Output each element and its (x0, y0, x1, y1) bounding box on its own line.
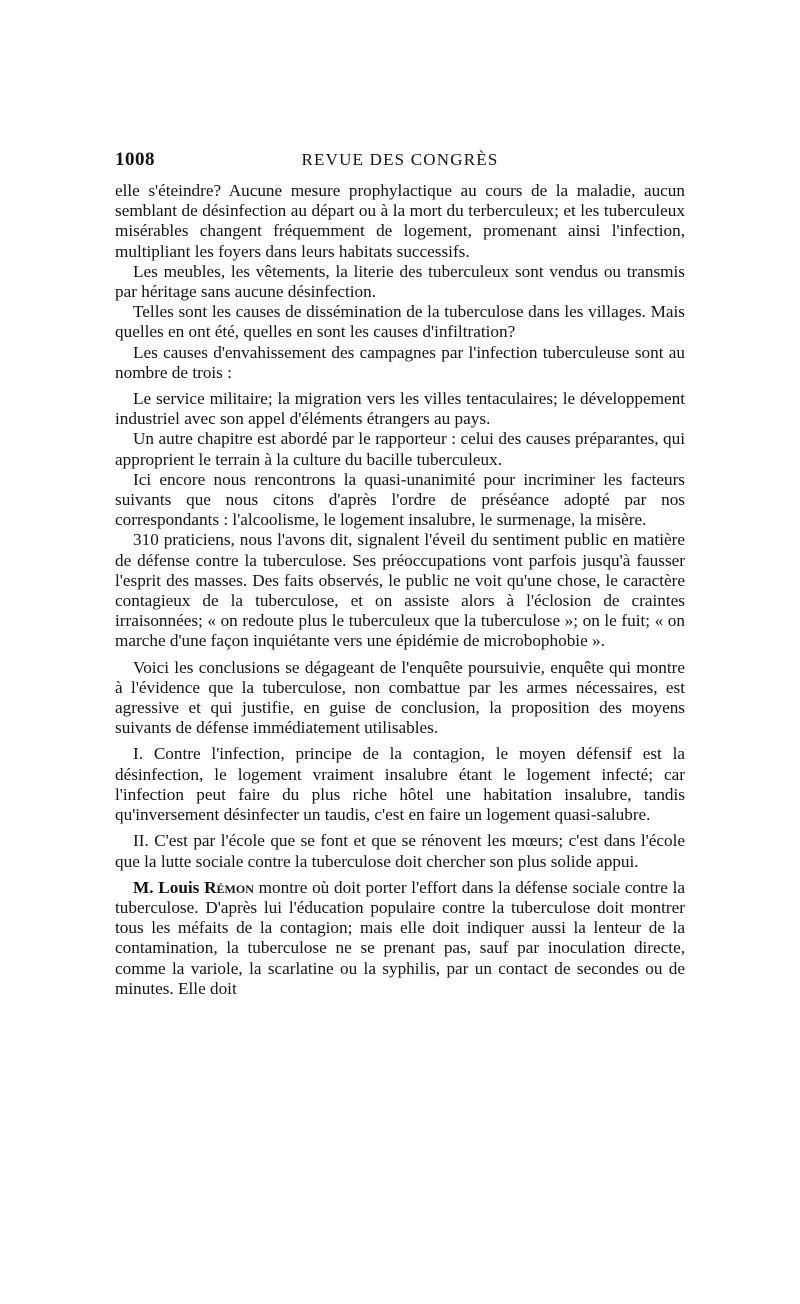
author-prefix: M. Louis (133, 877, 200, 897)
paragraph-11: II. C'est par l'école que se font et que se rénovent les mœurs; c'est dans l'école que la lutte sociale contre la tuberculose doit chercher son plus solide appui. (115, 831, 685, 871)
paragraph-8: 310 praticiens, nous l'avons dit, signalent l'éveil du sentiment public en matière de défense contre la tuberculose. Ses préoccupations vont parfois jusqu'à fausser l'esprit des masses. Des faits observés, le public ne voit qu'une chose, le caractère contagieux de la tuberculose, et on assiste alors à l'éclosion de craintes irraisonnées; « on redoute plus le tuberculeux que la tuberculose »; on le fuit; « on marche d'une façon inquiétante vers une épidémie de microbophobie ». (115, 530, 685, 651)
paragraph-1: elle s'éteindre? Aucune mesure prophylactique au cours de la maladie, aucun semblant de désinfection au départ ou à la mort du terberculeux; et les tuberculeux misérables changent fréquemment de logement, promenant ainsi l'infection, multipliant les foyers dans leurs habitats successifs. (115, 181, 685, 261)
author-name: Rémon (204, 877, 254, 897)
body-text (115, 181, 685, 999)
paragraph-4: Les causes d'envahissement des campagnes par l'infection tuberculeuse sont au nombre de trois : (115, 342, 685, 382)
paragraph-3: Telles sont les causes de dissémination de la tuberculose dans les villages. Mais quelles en ont été, quelles en sont les causes d'infiltration? (115, 302, 685, 342)
paragraph-7: Ici encore nous rencontrons la quasi-unanimité pour incriminer les facteurs suivants que nous citons d'après l'ordre de préséance adopté par nos correspondants : l'alcoolisme, le logement insalubre, le surmenage, la misère. (115, 469, 685, 530)
paragraph-12-text: montre où doit porter l'effort dans la défense sociale contre la tuberculose. D'après lui l'éducation populaire contre la tuberculose doit montrer tous les méfaits de la contagion; mais elle doit indiquer aussi la lenteur de la contamination, la tuberculose ne se prenant pas, sauf par inoculation directe, comme la variole, la scarlatine ou la syphilis, par un contact de secondes ou de minutes. Elle doit (115, 877, 686, 998)
paragraph-10: I. Contre l'infection, principe de la contagion, le moyen défensif est la désinfection, le logement vraiment insalubre étant le logement infecté; car l'infection peut faire du plus riche hôtel une habitation insalubre, tandis qu'inversement désinfecter un taudis, c'est en faire un logement quasi-salubre. (115, 744, 685, 825)
paragraph-9: Voici les conclusions se dégageant de l'enquête poursuivie, enquête qui montre à l'évidence que la tuberculose, non combattue par les armes nécessaires, est agressive et qui justifie, en guise de conclusion, la proposition des moyens suivants de défense immédiatement utilisables. (115, 657, 685, 738)
paragraph-2: Les meubles, les vêtements, la literie des tuberculeux sont vendus ou transmis par héritage sans aucune désinfection. (115, 261, 685, 302)
running-title: REVUE DES CONGRÈS (301, 150, 499, 169)
document-page (115, 145, 685, 999)
paragraph-6: Un autre chapitre est abordé par le rapporteur : celui des causes préparantes, qui approprient le terrain à la culture du bacille tuberculeux. (115, 429, 685, 469)
paragraph-5: Le service militaire; la migration vers les villes tentaculaires; le développement industriel avec son appel d'éléments étrangers au pays. (115, 389, 685, 429)
page-header (115, 145, 685, 181)
page-number: 1008 (115, 149, 155, 170)
paragraph-12 (115, 878, 685, 999)
